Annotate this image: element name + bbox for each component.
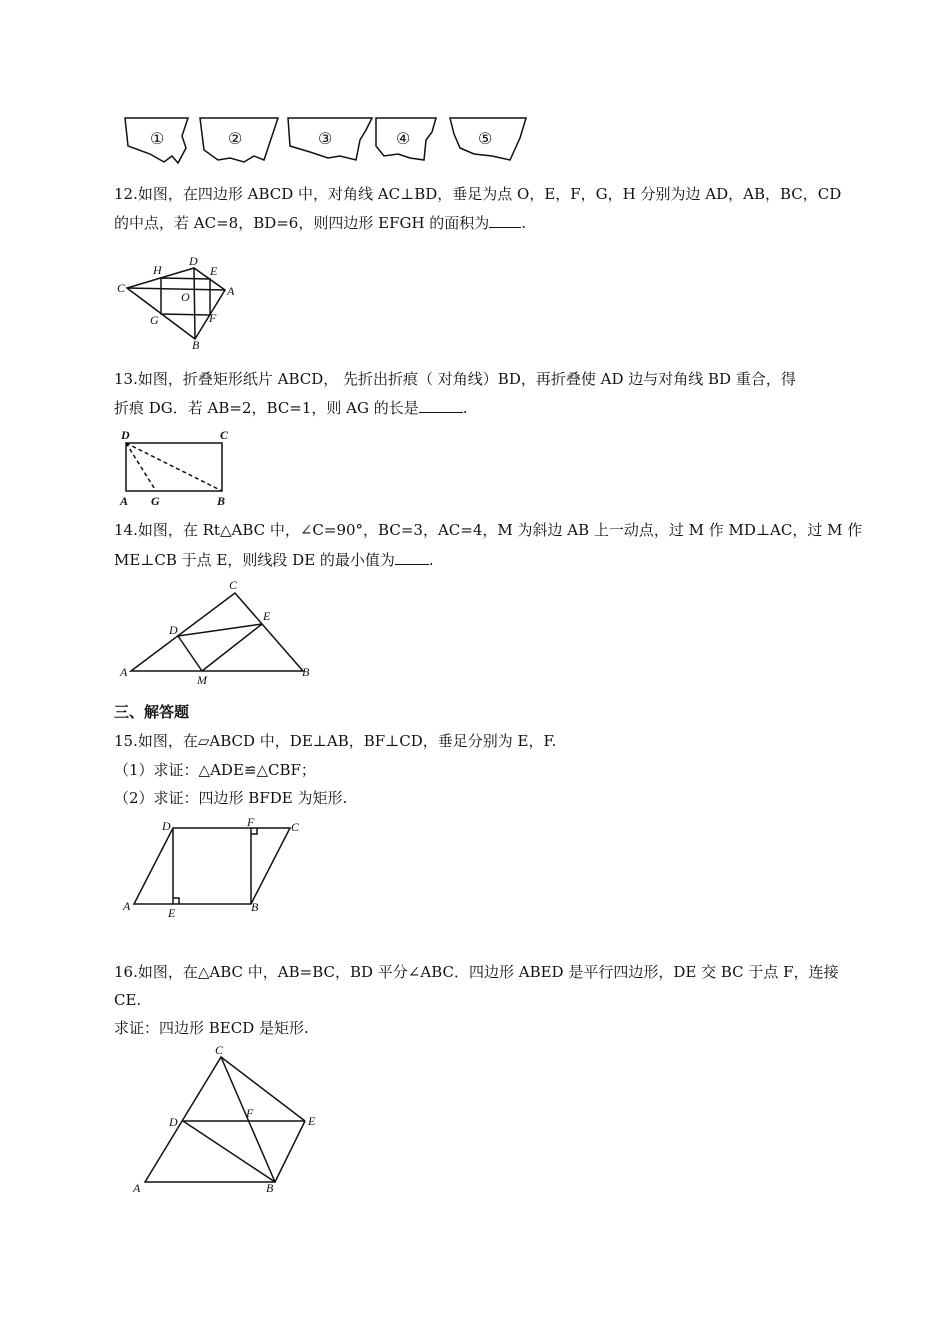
q15-label-A: A [123,899,131,913]
q15-label-D: D [162,819,171,833]
piece-1-label: ① [150,131,165,148]
q11-pieces-figure [120,114,540,170]
q12-label-C: C [117,281,126,295]
q16-label-C: C [215,1043,224,1057]
q16-line3: 求证：四边形 BECD 是矩形. [114,1019,309,1037]
q12-answer-blank[interactable] [489,213,521,228]
q15-label-B: B [251,900,259,914]
q13-answer-blank[interactable] [419,398,463,413]
piece-2-label: ② [228,131,243,148]
piece-5-label: ⑤ [478,131,493,148]
q13-label-D: D [121,428,130,442]
q15-line1: 15.如图，在▱ABCD 中，DE⊥AB，BF⊥CD，垂足分别为 E，F. [114,732,557,750]
q14-line2: ME⊥CB 于点 E，则线段 DE 的最小值为 . [114,551,434,569]
q14-label-D: D [169,623,178,637]
q14-label-M: M [197,673,207,687]
q15-label-E: E [168,906,176,920]
piece-2 [200,118,278,162]
q15-figure [115,814,315,924]
q14-label-C: C [229,578,238,592]
q12-label-B: B [192,338,200,352]
q13-line1: 13.如图，折叠矩形纸片 ABCD， 先折出折痕（ 对角线）BD，再折叠使 AD 边与对角线 BD 重合，得 [114,370,796,388]
q13-label-A: A [120,494,129,508]
q15-label-F: F [247,815,255,829]
q12-line2: 的中点，若 AC=8，BD=6，则四边形 EFGH 的面积为 . [114,214,527,232]
q12-label-D: D [189,254,198,268]
q16-label-D: D [169,1115,178,1129]
q14-answer-blank[interactable] [395,550,429,565]
q13-label-G: G [151,494,160,508]
q14-line1: 14.如图，在 Rt△ABC 中，∠C=90°，BC=3，AC=4，M 为斜边 AB 上一动点，过 M 作 MD⊥AC，过 M 作 [114,521,863,539]
piece-3-label: ③ [318,131,333,148]
q14-label-A: A [120,665,128,679]
q15-label-C: C [291,820,300,834]
q12-label-E: E [210,264,218,278]
q14-figure [115,578,320,688]
section-3-heading: 三、解答题 [114,703,190,721]
q13-label-C: C [220,428,229,442]
piece-4 [376,118,436,160]
q15-part1: （1）求证：△ADE≌△CBF； [114,761,316,779]
q13-label-B: B [217,494,226,508]
q16-label-B: B [266,1181,274,1195]
q16-label-E: E [308,1114,316,1128]
q16-label-F: F [246,1106,254,1120]
q16-label-A: A [133,1181,141,1195]
piece-5 [450,118,526,160]
q14-label-E: E [263,609,271,623]
q12-label-H: H [153,263,162,277]
q16-line1: 16.如图，在△ABC 中，AB=BC，BD 平分∠ABC．四边形 ABED 是平行四边形，DE 交 BC 于点 F，连接 [114,963,839,981]
q16-figure [125,1042,325,1197]
q16-line2: CE. [114,991,142,1009]
q13-figure [115,425,240,510]
q15-part2: （2）求证：四边形 BFDE 为矩形. [114,789,348,807]
q12-label-G: G [150,313,159,327]
q12-label-F: F [209,311,217,325]
q12-label-A: A [227,284,235,298]
q12-line1: 12.如图，在四边形 ABCD 中，对角线 AC⊥BD，垂足为点 O，E，F，G，H 分别为边 AD，AB，BC，CD [114,185,842,203]
q14-label-B: B [302,665,310,679]
q12-label-O: O [181,290,190,304]
piece-1 [125,118,188,163]
q13-line2: 折痕 DG．若 AB=2，BC=1，则 AG 的长是 . [114,399,468,417]
piece-4-label: ④ [396,131,411,148]
q12-figure [115,255,245,350]
piece-3 [288,118,372,160]
